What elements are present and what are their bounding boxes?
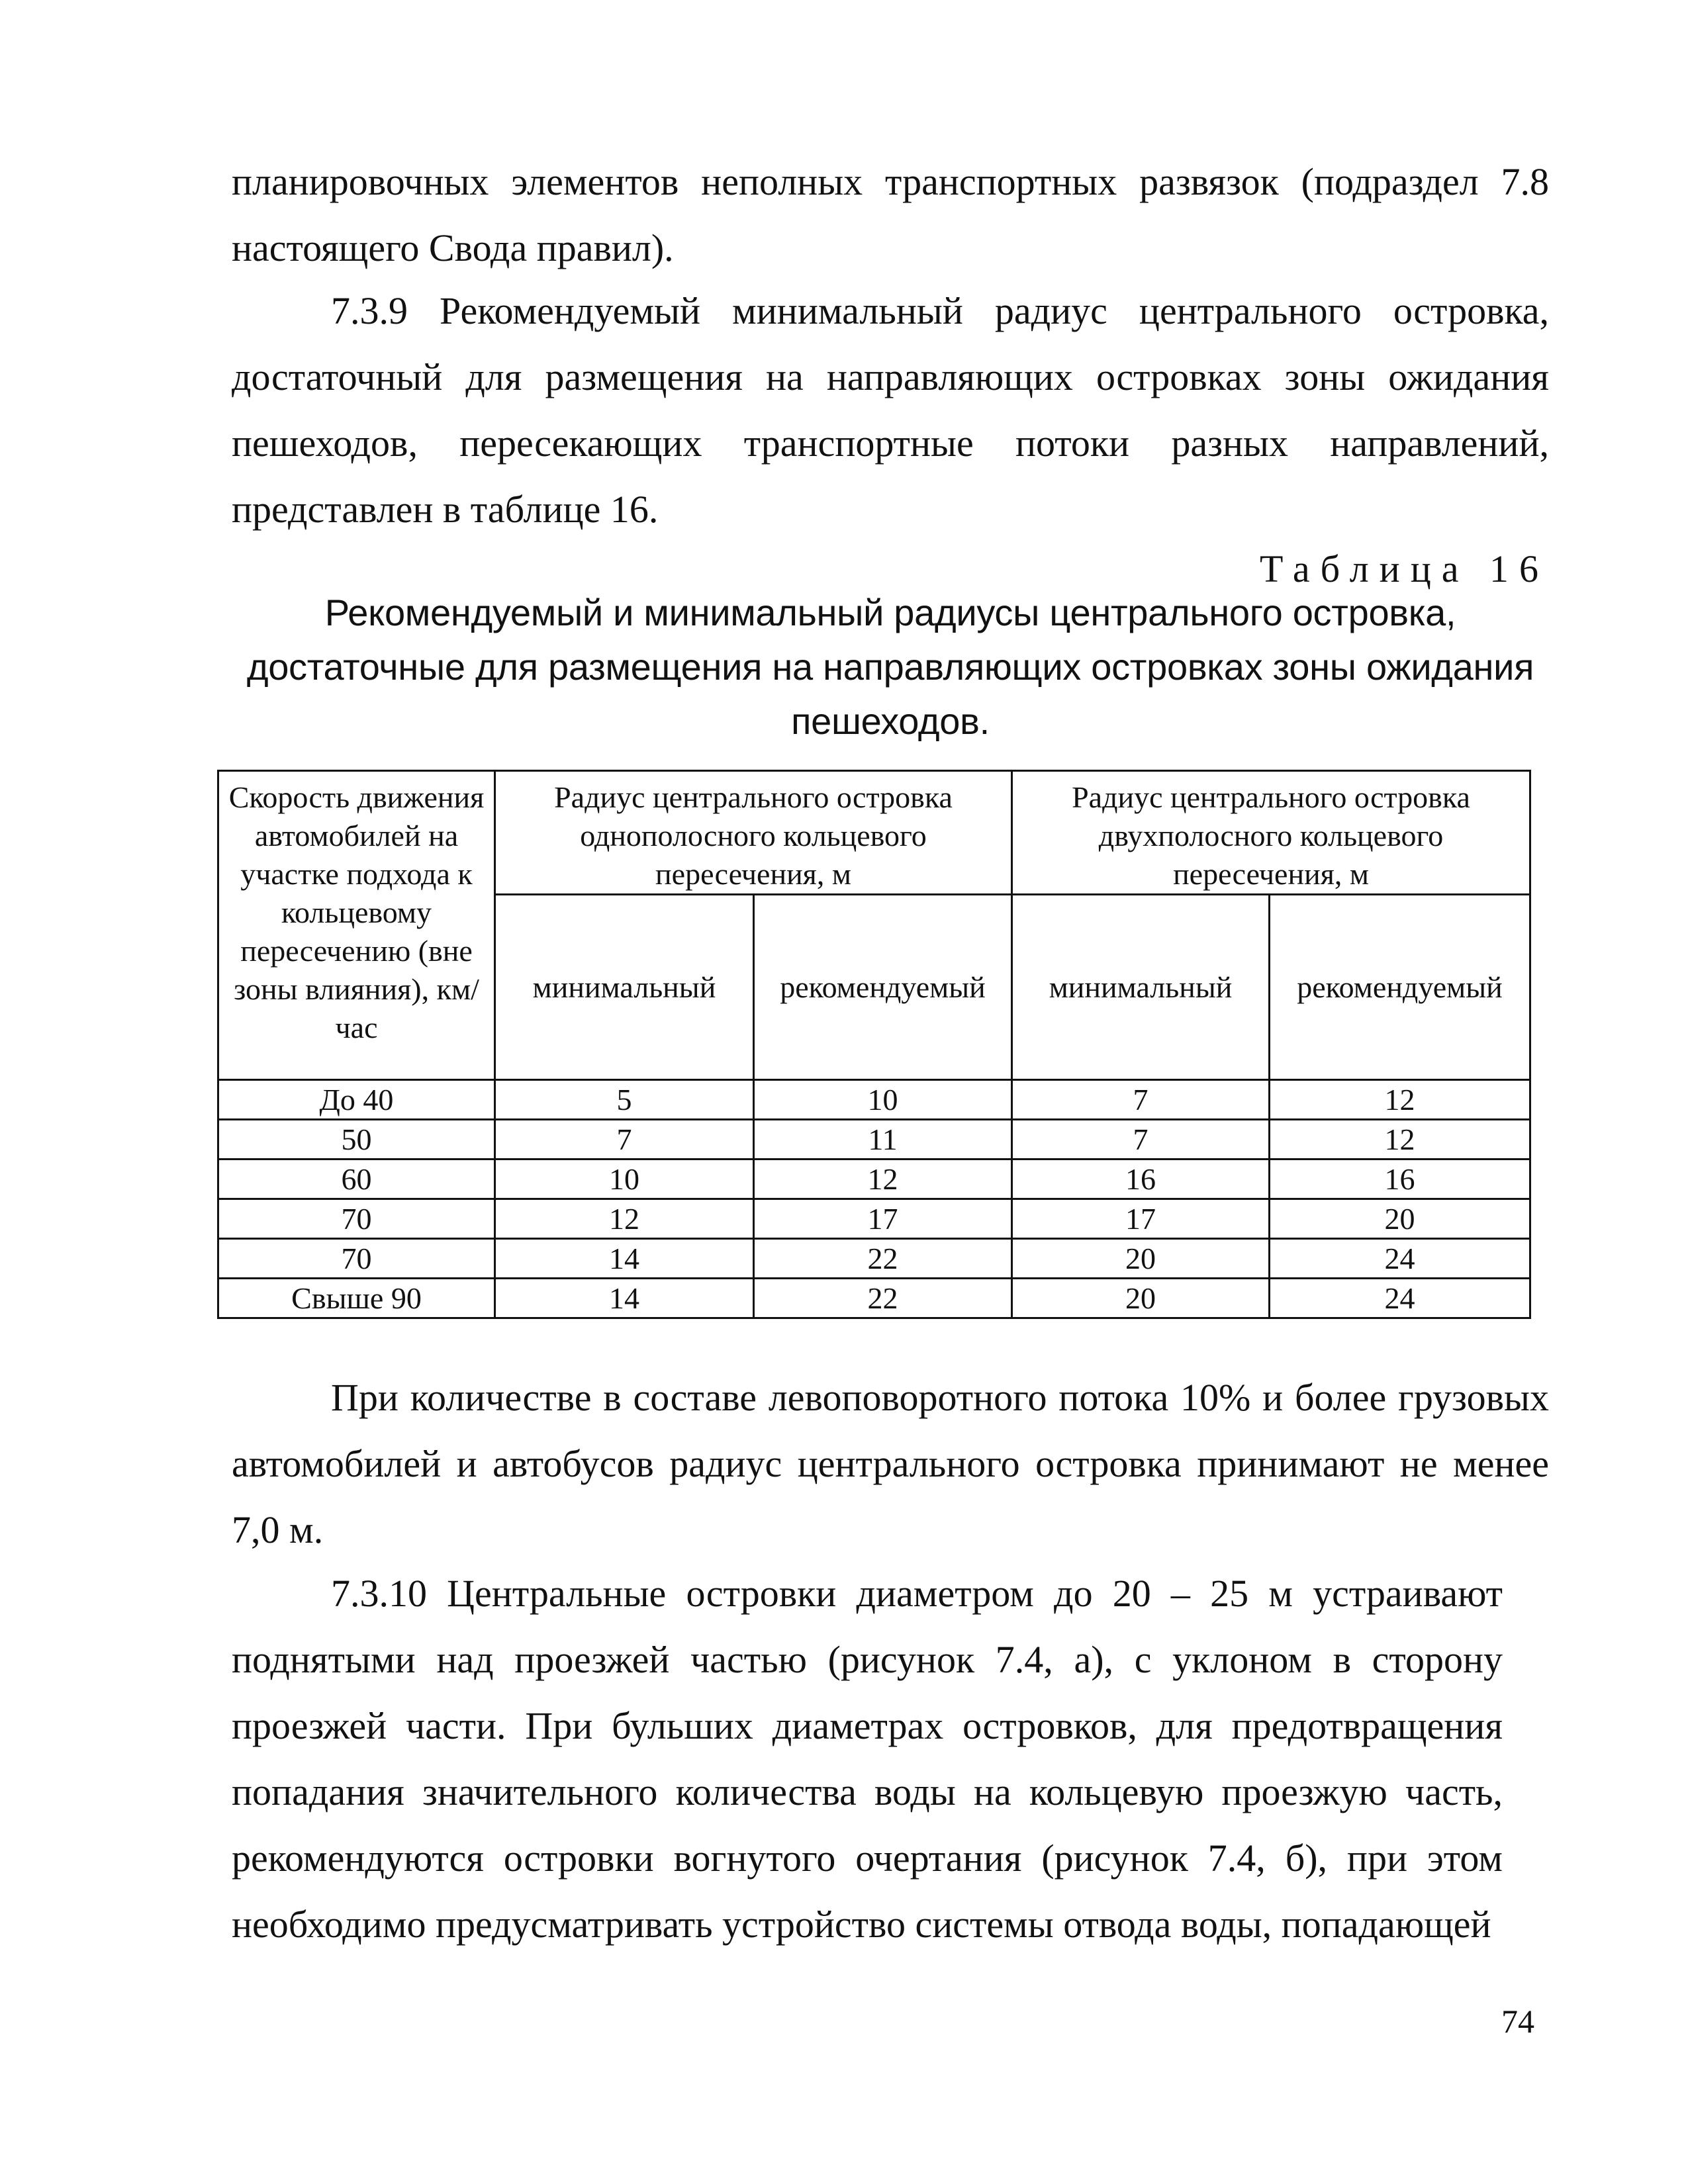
cell-rec-single: 10	[754, 1080, 1012, 1120]
cell-min-two: 17	[1012, 1199, 1270, 1239]
paragraph-continuation: планировочных элементов неполных транспортных развязок (подраздел 7.8 настоящего Свода правил).	[232, 160, 1549, 269]
cell-min-single: 10	[495, 1160, 754, 1199]
cell-rec-two: 12	[1270, 1120, 1530, 1160]
header-rec-two: рекомендуемый	[1270, 895, 1530, 1080]
table-row	[218, 1120, 1530, 1160]
table-row	[218, 1279, 1530, 1318]
cell-min-single: 14	[495, 1279, 754, 1318]
paragraph-7-3-9: 7.3.9 Рекомендуемый минимальный радиус центрального островка, достаточный для размещения на направляющих островках зоны ожидания пешеходов, пересекающих транспортные потоки разных направлений, представлен в таблице 16.	[232, 289, 1549, 531]
cell-min-two: 20	[1012, 1279, 1270, 1318]
cell-speed: 70	[218, 1239, 495, 1279]
table-row	[218, 1199, 1530, 1239]
cell-min-single: 14	[495, 1239, 754, 1279]
cell-rec-single: 17	[754, 1199, 1012, 1239]
cell-min-two: 20	[1012, 1239, 1270, 1279]
cell-min-single: 5	[495, 1080, 754, 1120]
cell-rec-two: 12	[1270, 1080, 1530, 1120]
table-label: Таблица 16	[1259, 547, 1549, 590]
header-speed: Скорость движения автомобилей на участке подхода к кольцевому пересечению (вне зоны влияния), км/час	[218, 771, 495, 1080]
cell-min-two: 7	[1012, 1120, 1270, 1160]
table-row	[218, 1080, 1530, 1120]
cell-min-single: 7	[495, 1120, 754, 1160]
table-caption: Рекомендуемый и минимальный радиусы центрального островка, достаточные для размещения на направляющих островках зоны ожидания пешеходов.	[246, 592, 1534, 742]
cell-min-two: 16	[1012, 1160, 1270, 1199]
header-single-lane: Радиус центрального островка однополосного кольцевого пересечения, м	[495, 771, 1012, 895]
header-min-single: минимальный	[495, 895, 754, 1080]
cell-rec-single: 12	[754, 1160, 1012, 1199]
cell-rec-single: 22	[754, 1239, 1012, 1279]
cell-speed: 50	[218, 1120, 495, 1160]
cell-min-two: 7	[1012, 1080, 1270, 1120]
cell-speed: 70	[218, 1199, 495, 1239]
cell-min-single: 12	[495, 1199, 754, 1239]
cell-rec-single: 11	[754, 1120, 1012, 1160]
paragraph-trucks: При количестве в составе левоповоротного потока 10% и более грузовых автомобилей и автобусов радиус центрального островка принимают не менее 7,0 м.	[232, 1376, 1549, 1551]
cell-rec-two: 16	[1270, 1160, 1530, 1199]
radius-table	[217, 770, 1531, 1319]
paragraph-7-3-10: 7.3.10 Центральные островки диаметром до 20 – 25 м устраивают поднятыми над проезжей частью (рисунок 7.4, а), с уклоном в сторону проезжей части. При бульших диаметрах островков, для предотвращения попадания значительного количества воды на кольцевую проезжую часть, рекомендуются островки вогнутого очертания (рисунок 7.4, б), при этом необходимо предусматривать устройство системы отвода воды, попадающей	[232, 1572, 1503, 1946]
page-number: 74	[1501, 2003, 1534, 2040]
table-row	[218, 1239, 1530, 1279]
header-rec-single: рекомендуемый	[754, 895, 1012, 1080]
cell-rec-two: 24	[1270, 1239, 1530, 1279]
cell-speed: Свыше 90	[218, 1279, 495, 1318]
cell-rec-two: 24	[1270, 1279, 1530, 1318]
cell-rec-single: 22	[754, 1279, 1012, 1318]
header-two-lane: Радиус центрального островка двухполосного кольцевого пересечения, м	[1012, 771, 1530, 895]
header-min-two: минимальный	[1012, 895, 1270, 1080]
cell-speed: 60	[218, 1160, 495, 1199]
cell-rec-two: 20	[1270, 1199, 1530, 1239]
cell-speed: До 40	[218, 1080, 495, 1120]
table-row	[218, 1160, 1530, 1199]
